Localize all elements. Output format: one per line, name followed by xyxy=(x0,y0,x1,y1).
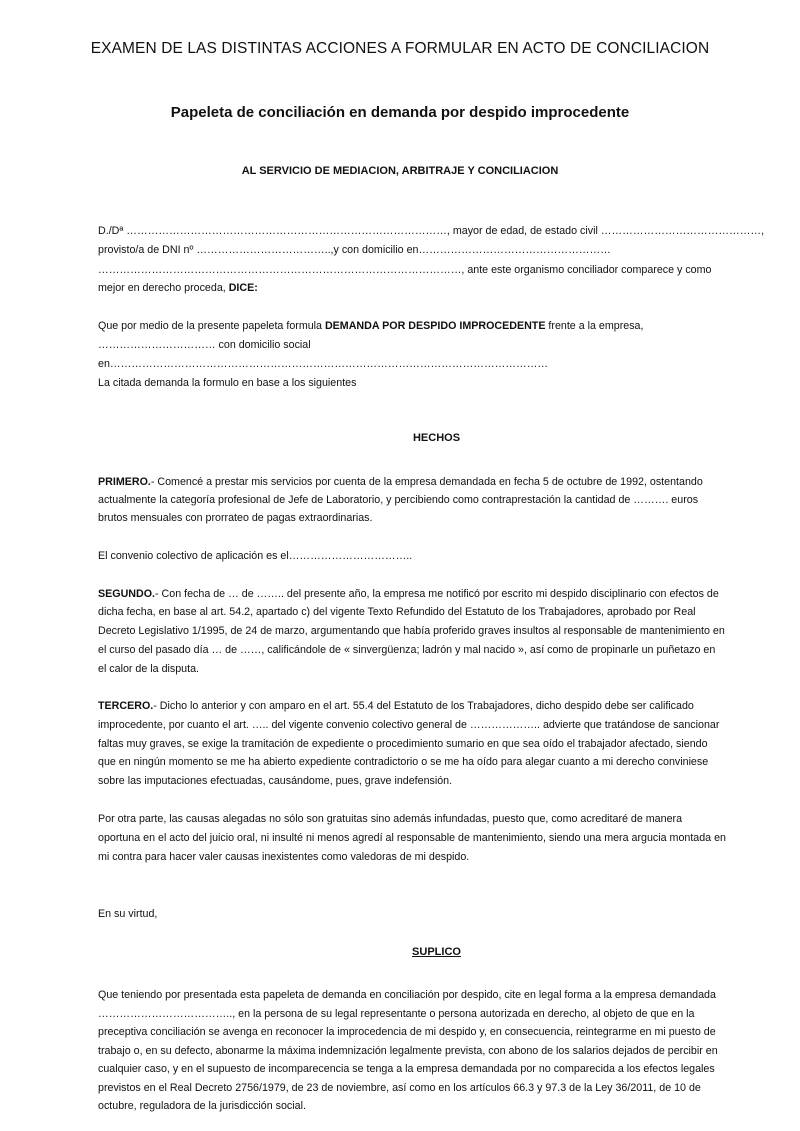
primero-line-3: brutos mensuales con prorrateo de pagas extraordinarias. xyxy=(98,512,373,524)
tercero-line-5: sobre las imputaciones efectuadas, causándome, pues, grave indefensión. xyxy=(98,775,453,787)
intro-line-2: provisto/a de DNI nº ………………………………..,y con domicilio en……………………………………………… xyxy=(98,244,611,256)
segundo-line-1 xyxy=(98,587,719,601)
suplico-line-7: octubre, reguladora de la jurisdicción social. xyxy=(98,1100,306,1112)
primero-line-1-text: - Comencé a prestar mis servicios por cuenta de la empresa demandada en fecha 5 de octubre de 1992, ostentando xyxy=(150,476,703,488)
suplico-line-1: Que teniendo por presentada esta papeleta de demanda en conciliación por despido, cite en legal forma a la empresa demandada xyxy=(98,989,716,1001)
suplico-line-5: cualquier caso, y en el supuesto de incomparecencia se tenga a la empresa demandada por no comparecida a los efectos legales xyxy=(98,1063,715,1075)
tercero-line-1 xyxy=(98,699,694,713)
intro-line-4 xyxy=(98,281,258,295)
segundo-line-1-text: - Con fecha de … de …….. del presente año, la empresa me notificó por escrito mi despido disciplinario con efectos de xyxy=(155,588,719,600)
demand-line-4: La citada demanda la formulo en base a los siguientes xyxy=(98,377,357,389)
suplico-line-2: ……………………………….., en la persona de su legal representante o persona autorizada en derecho, al objeto de que en la xyxy=(98,1008,695,1020)
suplico-heading: SUPLICO xyxy=(412,946,461,958)
intro-line-1: D./Dª ………………………………………………………………………………, mayor de edad, de estado civil ………………………………………, xyxy=(98,225,765,237)
demand-line-3: en…………………………………………………………………………………………………………… xyxy=(98,358,549,370)
suplico-line-3: preceptiva conciliación se avenga en reconocer la improcedencia de mi despido y, en consecuencia, reintegrarme en mi puesto de xyxy=(98,1026,716,1038)
demand-type-label: DEMANDA POR DESPIDO IMPROCEDENTE xyxy=(324,320,546,332)
suplico-line-4: trabajo o, en su defecto, abonarme la máxima indemnización legalmente prevista, con abono de los salarios dejados de percibir en xyxy=(98,1045,718,1057)
intro-line-3: …………………………………………………………………………………………, ante este organismo conciliador comparece y como xyxy=(98,264,712,276)
demand-line-1-pre: Que por medio de la presente papeleta formula xyxy=(98,320,325,332)
otra-parte-line-1: Por otra parte, las causas alegadas no sólo son gratuitas sino además infundadas, puesto que, como acreditaré de manera xyxy=(98,813,683,825)
tercero-line-3: faltas muy graves, se exige la tramitación de expediente o procedimiento sumario en que sea oído el trabajador afectado, siendo xyxy=(98,738,708,750)
demand-line-2: …………………………… con domicilio social xyxy=(98,339,311,351)
addressee-heading: AL SERVICIO DE MEDIACION, ARBITRAJE Y CONCILIACION xyxy=(241,165,559,177)
tercero-line-1-text: - Dicho lo anterior y con amparo en el art. 55.4 del Estatuto de los Trabajadores, dicho despido debe ser calificado xyxy=(153,700,694,712)
document-title: EXAMEN DE LAS DISTINTAS ACCIONES A FORMULAR EN ACTO DE CONCILIACION xyxy=(90,40,710,57)
otra-parte-line-3: mi contra para hacer valer causas inexistentes como valedoras de mi despido. xyxy=(98,851,470,863)
dice-label: DICE: xyxy=(228,282,258,294)
suplico-line-6: previstos en el Real Decreto 2756/1979, de 23 de noviembre, así como en los artículos 66.3 y 97.3 de la Ley 36/2011, de 10 de xyxy=(98,1082,701,1094)
primero-line-1 xyxy=(98,475,703,489)
intro-line-4-text: mejor en derecho proceda, xyxy=(98,282,229,294)
hechos-heading: HECHOS xyxy=(412,432,461,444)
segundo-line-3: Decreto Legislativo 1/1995, de 24 de marzo, argumentando que había proferido graves insultos al responsable de mantenimiento en xyxy=(98,625,725,637)
convenio-line: El convenio colectivo de aplicación es el…………………………….. xyxy=(98,550,413,562)
segundo-label: SEGUNDO. xyxy=(98,588,156,600)
segundo-line-5: el calor de la disputa. xyxy=(98,663,199,675)
demand-line-1 xyxy=(98,319,643,333)
demand-line-1-post: frente a la empresa, xyxy=(545,320,644,332)
tercero-label: TERCERO. xyxy=(98,700,154,712)
en-su-virtud: En su virtud, xyxy=(98,908,158,920)
otra-parte-line-2: oportuna en el acto del juicio oral, ni insulté ni menos agredí al responsable de mantenimiento, siendo una mera argucia montada en xyxy=(98,832,726,844)
segundo-line-4: el curso del pasado día … de ……, calificándole de « sinvergüenza; ladrón y mal nacido », así como de propinarle un puñetazo en xyxy=(98,644,716,656)
tercero-line-2: improcedente, por cuanto el art. ….. del vigente convenio colectivo general de ……………….. advierte que tratándose de sancionar xyxy=(98,719,720,731)
segundo-line-2: dicha fecha, en base al art. 54.2, apartado c) del vigente Texto Refundido del Estatuto de los Trabajadores, aprobado por Real xyxy=(98,606,696,618)
primero-line-2: actualmente la categoría profesional de Jefe de Laboratorio, y percibiendo como contraprestación la cantidad de ………. euros xyxy=(98,494,699,506)
document-subtitle: Papeleta de conciliación en demanda por despido improcedente xyxy=(170,104,630,121)
primero-label: PRIMERO. xyxy=(98,476,151,488)
tercero-line-4: que en ningún momento se me ha abierto expediente contradictorio o se me ha oído para alegar cuanto a mi derecho conviniese xyxy=(98,756,709,768)
